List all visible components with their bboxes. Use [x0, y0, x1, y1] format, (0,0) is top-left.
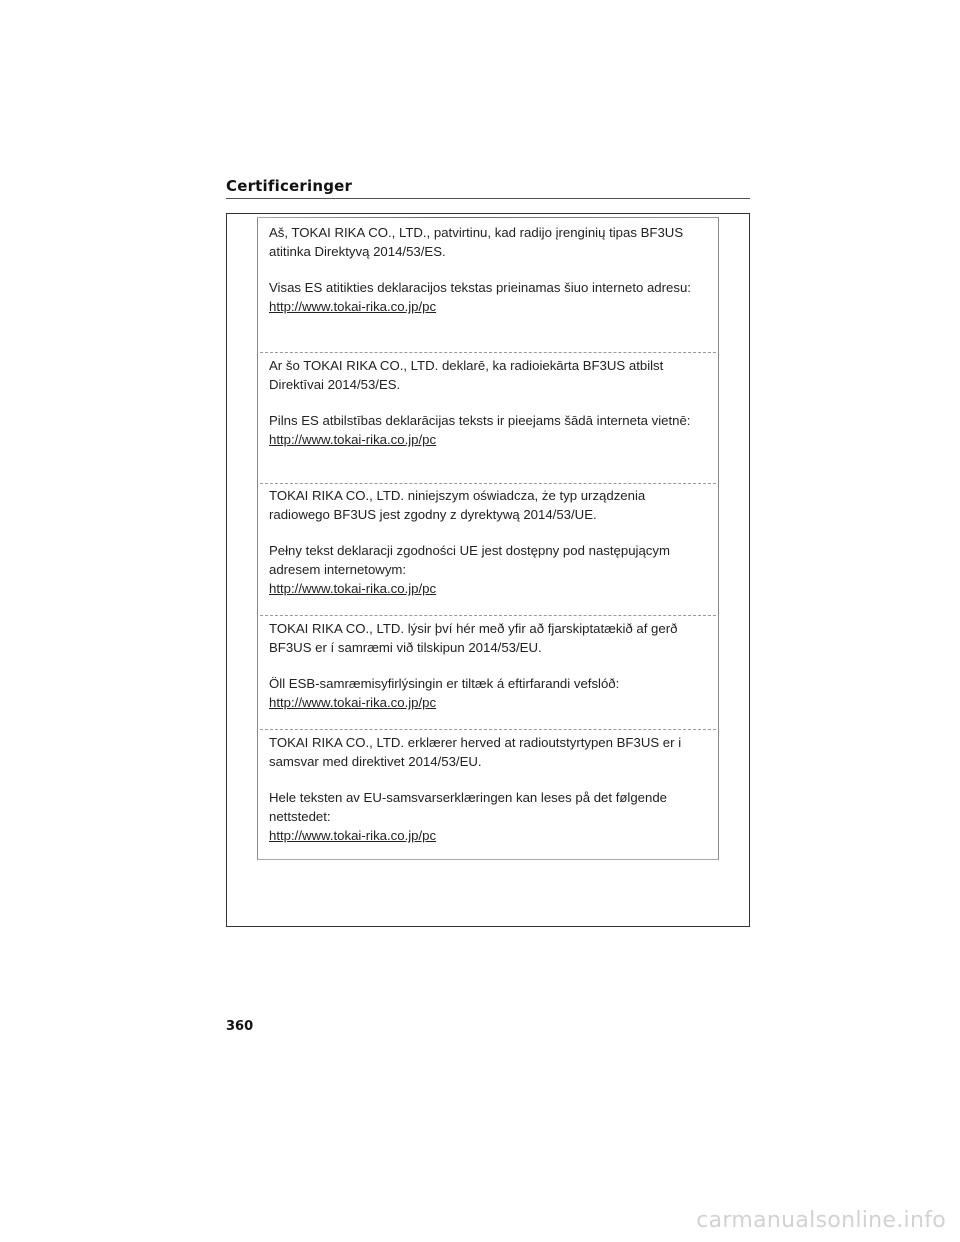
block-divider	[260, 615, 716, 616]
declaration-link[interactable]: http://www.tokai-rika.co.jp/pc	[269, 695, 437, 710]
section-title: Certificeringer	[226, 177, 353, 195]
declaration-block-icelandic	[262, 619, 714, 712]
declaration-block-lithuanian	[262, 223, 714, 316]
declaration-availability: Pełny tekst deklaracji zgodności UE jest dostępny pod następującym adresem internetowym:	[269, 543, 670, 577]
declaration-statement: Ar šo TOKAI RIKA CO., LTD. deklarē, ka radioiekārta BF3US atbilst Direktīvai 2014/53/ES.	[269, 358, 664, 392]
declaration-block-norwegian	[262, 733, 714, 845]
block-divider	[260, 729, 716, 730]
block-divider	[260, 352, 716, 353]
page-number: 360	[226, 1019, 254, 1034]
declaration-availability: Visas ES atitikties deklaracijos tekstas prieinamas šiuo interneto adresu:	[269, 280, 691, 295]
scan-top-edge	[257, 217, 719, 218]
declaration-block-polish	[262, 486, 714, 598]
declaration-link[interactable]: http://www.tokai-rika.co.jp/pc	[269, 299, 437, 314]
watermark: carmanualsonline.info	[696, 1208, 946, 1233]
title-divider	[226, 198, 750, 199]
declaration-statement: TOKAI RIKA CO., LTD. lýsir því hér með yfir að fjarskiptatækið af gerð BF3US er í samræmi við tilskipun 2014/53/EU.	[269, 621, 678, 655]
declaration-link[interactable]: http://www.tokai-rika.co.jp/pc	[269, 432, 437, 447]
declaration-availability: Pilns ES atbilstības deklarācijas teksts ir pieejams šādā interneta vietnē:	[269, 413, 691, 428]
declaration-statement: Aš, TOKAI RIKA CO., LTD., patvirtinu, kad radijo įrenginių tipas BF3US atitinka Direktyvą 2014/53/ES.	[269, 225, 684, 259]
declaration-statement: TOKAI RIKA CO., LTD. niniejszym oświadcza, że typ urządzenia radiowego BF3US jest zgodny z dyrektywą 2014/53/UE.	[269, 488, 646, 522]
declaration-link[interactable]: http://www.tokai-rika.co.jp/pc	[269, 581, 437, 596]
declaration-availability: Öll ESB-samræmisyfirlýsingin er tiltæk á eftirfarandi vefslóð:	[269, 676, 620, 691]
declaration-statement: TOKAI RIKA CO., LTD. erklærer herved at radioutstyrtypen BF3US er i samsvar med direktivet 2014/53/EU.	[269, 735, 682, 769]
declaration-link[interactable]: http://www.tokai-rika.co.jp/pc	[269, 828, 437, 843]
declaration-block-latvian	[262, 356, 714, 449]
block-divider	[260, 483, 716, 484]
declaration-availability: Hele teksten av EU-samsvarserklæringen kan leses på det følgende nettstedet:	[269, 790, 668, 824]
